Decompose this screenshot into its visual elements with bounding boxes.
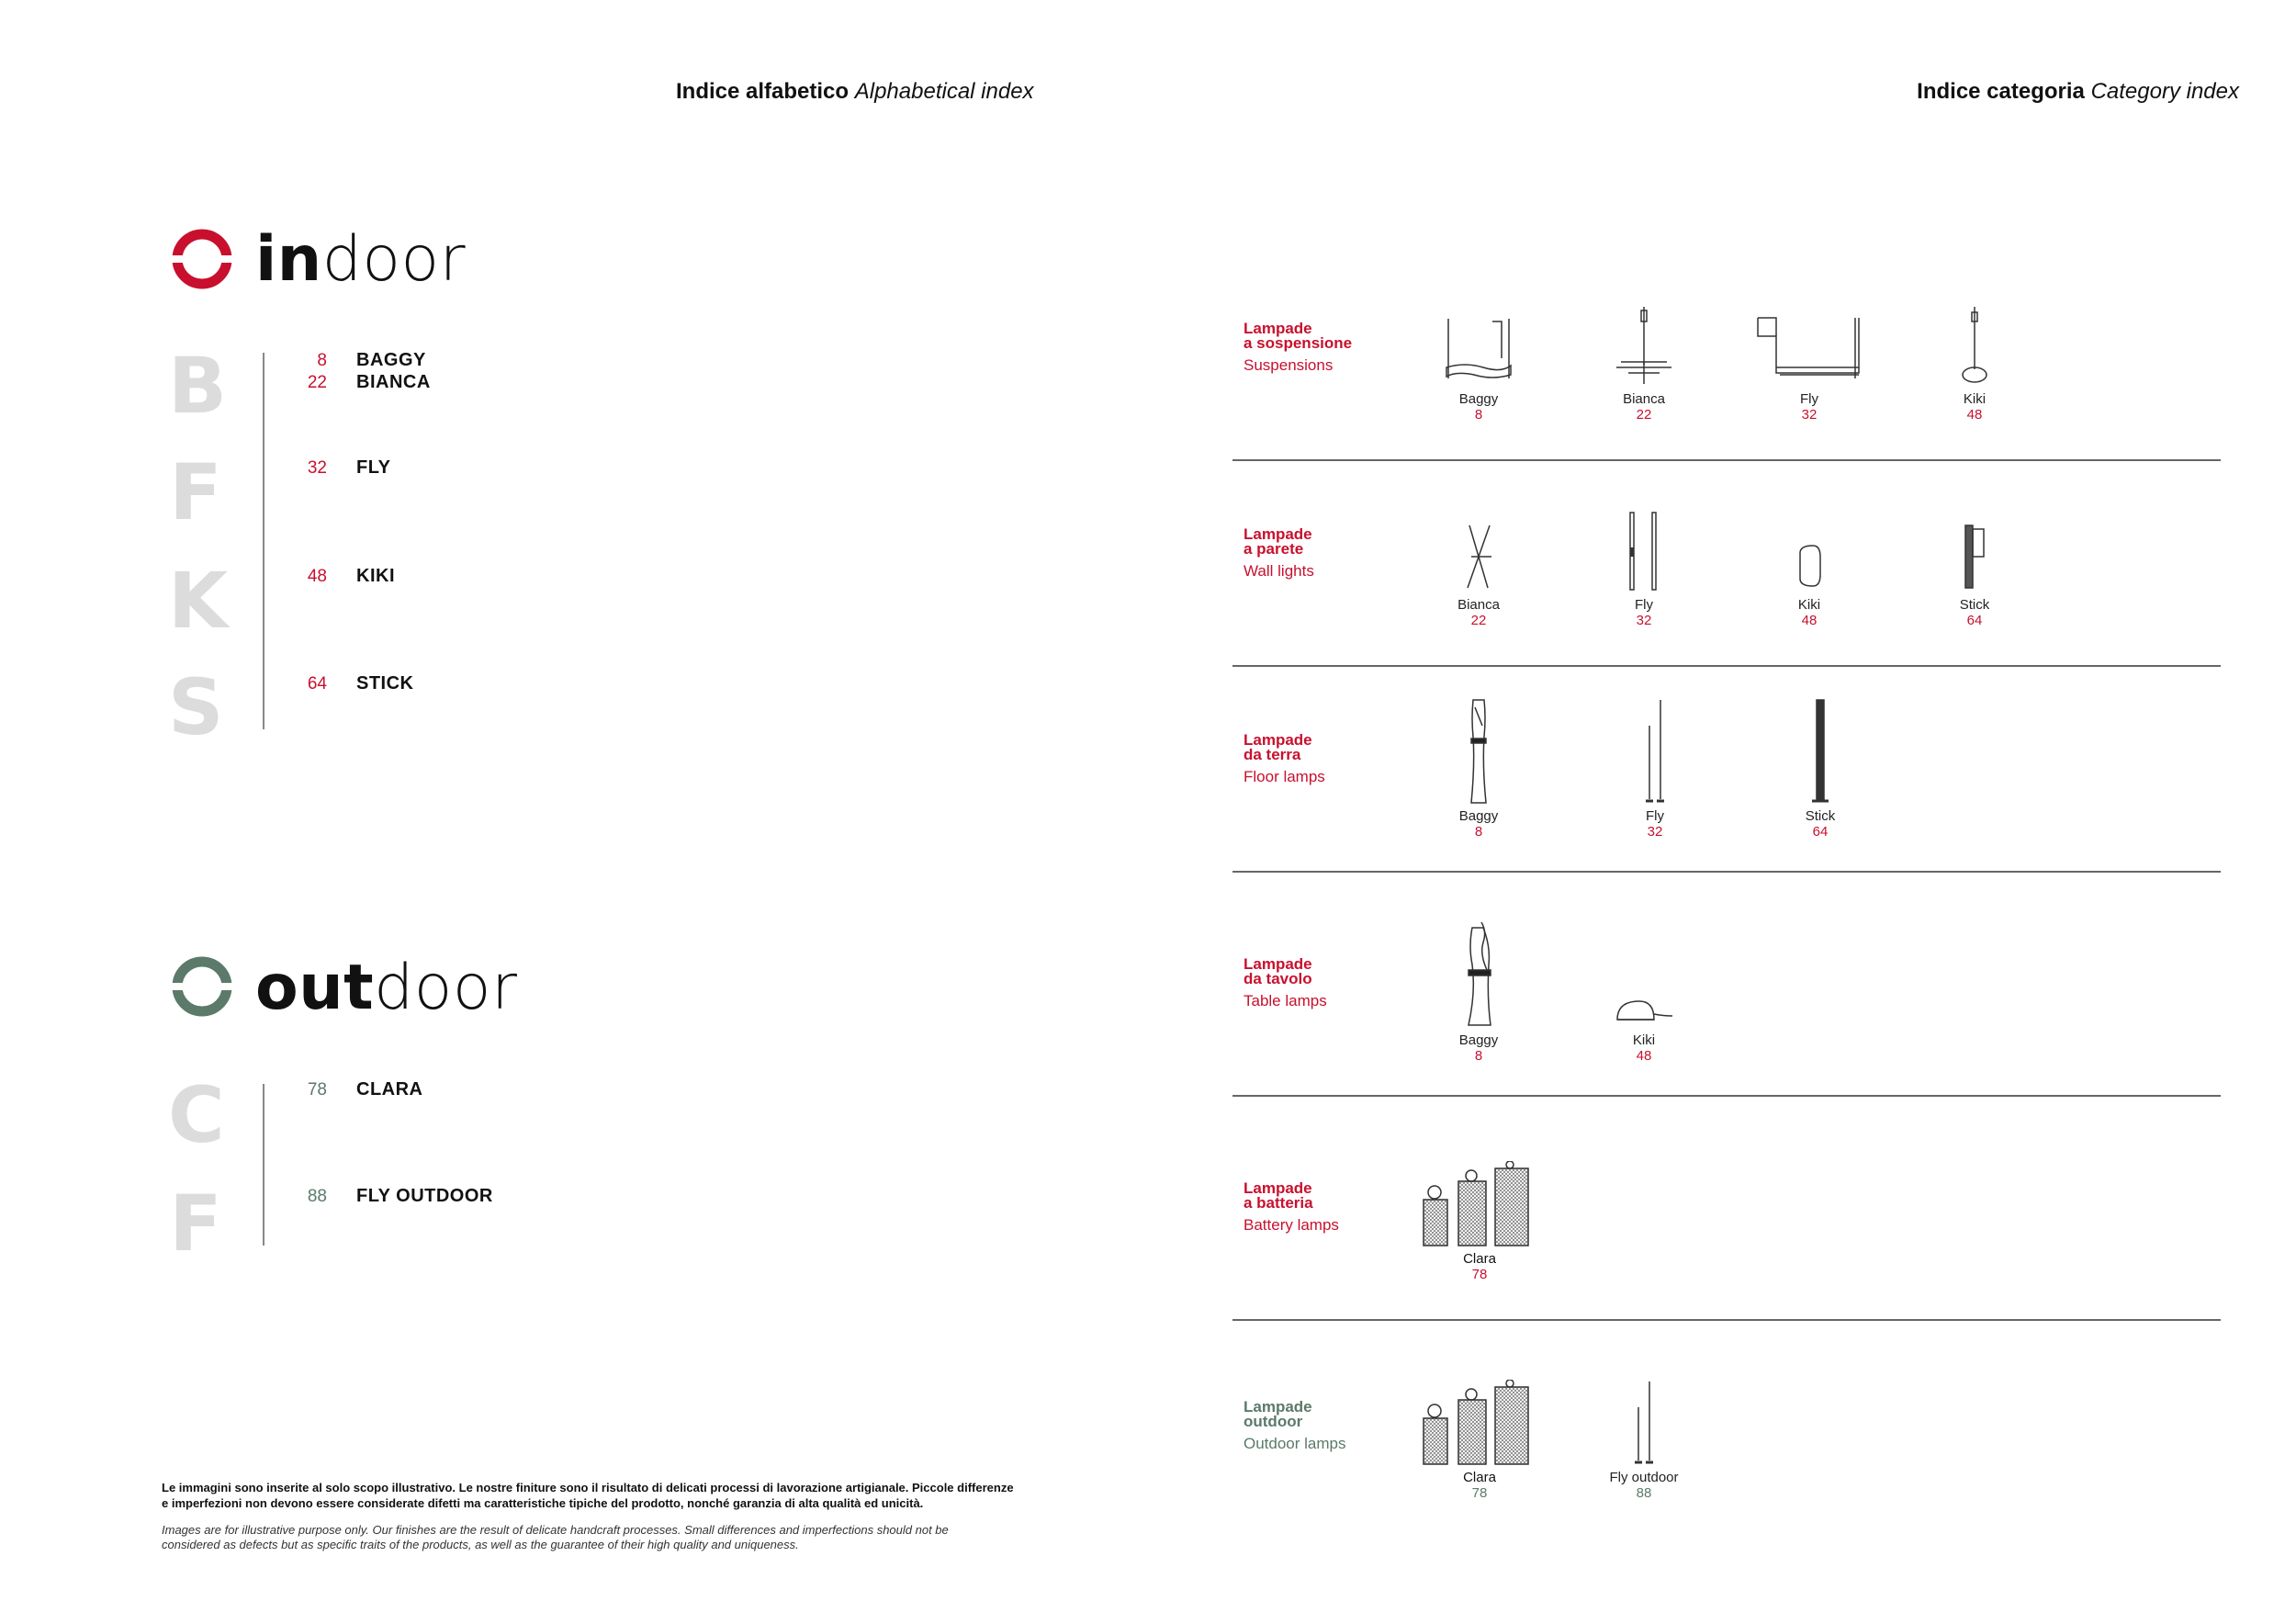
letter-s: S [168, 662, 224, 752]
product-name: Bianca [1458, 597, 1500, 613]
category-separator [1232, 871, 2221, 873]
disclaimer-italian-line: Le immagini sono inserite al solo scopo illustrativo. Le nostre finiture sono il risultato di delicati processi di lavorazione artigianale. Piccole differenze [162, 1481, 1014, 1494]
product-tile[interactable] [1424, 296, 1534, 423]
letter-f: F [169, 447, 222, 537]
header-left-italic: Alphabetical index [854, 79, 1034, 104]
product-page: 22 [1636, 407, 1652, 423]
product-name: Fly [1800, 391, 1818, 407]
product-name: Clara [1463, 1251, 1496, 1267]
letter-c: C [168, 1070, 225, 1160]
product-name: Fly [1635, 597, 1653, 613]
product-name: Fly [1646, 808, 1664, 824]
indoor-wordmark [255, 223, 466, 296]
product-tile[interactable] [1754, 296, 1864, 423]
product-page: 64 [1966, 613, 1983, 628]
fly-wall-icon [1621, 511, 1667, 593]
indoor-index-divider [263, 353, 264, 729]
product-name: Baggy [1458, 808, 1499, 824]
baggy-floor-icon [1460, 698, 1497, 805]
letter-b: B [168, 341, 228, 431]
category-title-it: Lampade da terra [1244, 731, 1312, 763]
bianca-suspension-icon [1603, 305, 1685, 388]
category-outdoor-lamps [1244, 1400, 1346, 1453]
product-page: 78 [1471, 1485, 1488, 1501]
category-battery-lamps [1244, 1181, 1339, 1235]
product-name: Stick [1805, 808, 1836, 824]
product-tile[interactable] [1754, 502, 1864, 628]
product-tile[interactable] [1424, 502, 1534, 628]
product-tile[interactable] [1589, 502, 1699, 628]
product-page: 78 [1471, 1267, 1488, 1282]
indoor-entry-name[interactable]: KIKI [356, 566, 395, 586]
category-separator [1232, 1095, 2221, 1097]
indoor-entry-page: 48 [307, 567, 327, 586]
outdoor-index-divider [263, 1084, 264, 1246]
indoor-entry-page: 22 [307, 373, 327, 392]
category-title-it: Lampade a batteria [1244, 1179, 1313, 1212]
kiki-table-icon [1612, 992, 1676, 1029]
header-right-bold: Indice categoria [1917, 79, 2085, 104]
product-tile[interactable] [1600, 696, 1710, 840]
indoor-entry-name[interactable]: BAGGY [356, 350, 426, 370]
indoor-wordmark-light: door [321, 223, 467, 296]
indoor-entry-page: 8 [317, 351, 327, 370]
kiki-suspension-icon [1947, 305, 2002, 388]
category-separator [1232, 665, 2221, 667]
category-title-it: Lampade a sospensione [1244, 320, 1353, 352]
outdoor-entry-name[interactable]: CLARA [356, 1079, 423, 1100]
category-wall-lights [1244, 527, 1314, 581]
header-left-bold: Indice alfabetico [676, 79, 850, 104]
outdoor-logo [171, 955, 233, 1022]
product-tile[interactable] [1765, 696, 1875, 840]
product-page: 8 [1474, 407, 1483, 423]
product-page: 48 [1801, 613, 1818, 628]
letter-k: K [168, 556, 229, 646]
product-name: Baggy [1458, 391, 1499, 407]
category-suspensions [1244, 321, 1352, 375]
product-page: 8 [1474, 824, 1483, 840]
outdoor-wordmark [255, 952, 517, 1024]
disclaimer-italian-line: e imperfezioni non devono essere considerate difetti ma caratteristiche tipiche del prodotto, nonché garanzia di alta qualità ed unicità. [162, 1496, 924, 1510]
product-name: Kiki [1963, 391, 1986, 407]
category-separator [1232, 1319, 2221, 1321]
category-title-it: Lampade outdoor [1244, 1398, 1312, 1430]
indoor-entry-page: 64 [307, 674, 327, 694]
indoor-entry-name[interactable]: BIANCA [356, 372, 431, 392]
category-title-en: Battery lamps [1244, 1216, 1339, 1234]
category-title-en: Outdoor lamps [1244, 1435, 1346, 1452]
product-name: Stick [1959, 597, 1990, 613]
stick-floor-icon [1806, 698, 1834, 805]
indoor-ring-icon [171, 228, 233, 290]
kiki-wall-icon [1791, 538, 1828, 593]
product-tile[interactable] [1589, 1378, 1699, 1501]
category-title-en: Table lamps [1244, 992, 1327, 1009]
product-page: 88 [1636, 1485, 1652, 1501]
indoor-wordmark-bold: in [255, 223, 322, 296]
product-name: Baggy [1458, 1032, 1499, 1048]
product-tile[interactable] [1424, 915, 1534, 1064]
product-page: 48 [1966, 407, 1983, 423]
product-name: Fly outdoor [1609, 1470, 1679, 1485]
bianca-wall-icon [1451, 520, 1506, 593]
product-page: 48 [1636, 1048, 1652, 1064]
fly-outdoor-icon [1626, 1380, 1662, 1466]
category-title-it: Lampade a parete [1244, 525, 1312, 558]
baggy-suspension-icon [1437, 314, 1520, 388]
product-page: 8 [1474, 1048, 1483, 1064]
clara-battery-icon [1420, 1161, 1539, 1247]
category-index-header [1917, 79, 2239, 105]
product-tile[interactable] [1919, 296, 2030, 423]
disclaimer-english-line: considered as defects but as specific traits of the products, as well as the guarantee of their high quality and uniqueness. [162, 1538, 799, 1551]
alphabetical-index-header [676, 79, 1034, 105]
outdoor-entry-page: 88 [307, 1187, 327, 1206]
category-table-lamps [1244, 957, 1327, 1010]
category-title-en: Wall lights [1244, 562, 1314, 580]
category-title-en: Floor lamps [1244, 768, 1325, 785]
product-page: 32 [1647, 824, 1663, 840]
product-tile[interactable] [1589, 915, 1699, 1064]
product-tile[interactable] [1919, 502, 2030, 628]
outdoor-ring-icon [171, 955, 233, 1018]
indoor-logo [171, 228, 233, 295]
fly-suspension-icon [1754, 314, 1864, 388]
product-name: Clara [1463, 1470, 1496, 1485]
product-tile[interactable] [1420, 1378, 1539, 1501]
header-right-italic: Category index [2090, 79, 2239, 104]
disclaimer-english [162, 1523, 1172, 1552]
product-name: Kiki [1797, 597, 1821, 613]
stick-wall-icon [1956, 520, 1993, 593]
product-page: 22 [1470, 613, 1487, 628]
product-name: Kiki [1632, 1032, 1656, 1048]
product-page: 32 [1801, 407, 1818, 423]
outdoor-wordmark-light: door [374, 952, 518, 1024]
fly-floor-icon [1637, 698, 1673, 805]
product-page: 64 [1812, 824, 1829, 840]
outdoor-entry-page: 78 [307, 1080, 327, 1100]
category-title-it: Lampade da tavolo [1244, 955, 1312, 987]
indoor-entry-page: 32 [307, 458, 327, 478]
disclaimer-italian [162, 1480, 1172, 1511]
outdoor-entry-name[interactable]: FLY OUTDOOR [356, 1186, 493, 1206]
clara-outdoor-icon [1420, 1380, 1539, 1466]
category-separator [1232, 459, 2221, 461]
disclaimer-english-line: Images are for illustrative purpose only. Our finishes are the result of delicate handcraft processes. Small differences and imperfections should not be [162, 1523, 949, 1537]
indoor-entry-name[interactable]: STICK [356, 673, 414, 694]
letter-f-outdoor: F [169, 1179, 222, 1269]
product-name: Bianca [1623, 391, 1665, 407]
indoor-entry-name[interactable]: FLY [356, 457, 391, 478]
product-tile[interactable] [1424, 696, 1534, 840]
outdoor-wordmark-bold: out [255, 952, 375, 1024]
category-title-en: Suspensions [1244, 356, 1334, 374]
baggy-table-icon [1456, 919, 1502, 1029]
product-page: 32 [1636, 613, 1652, 628]
product-tile[interactable] [1420, 1159, 1539, 1282]
product-tile[interactable] [1589, 296, 1699, 423]
category-floor-lamps [1244, 733, 1325, 786]
